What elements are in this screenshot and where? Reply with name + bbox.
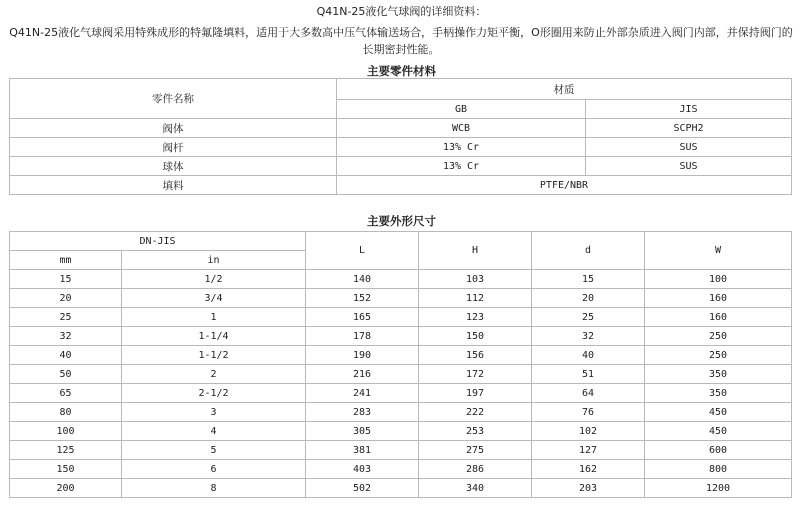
d-value: 127 — [532, 441, 645, 460]
table-row — [10, 422, 792, 441]
mm-value: 40 — [10, 346, 122, 365]
H-value: 156 — [419, 346, 532, 365]
header-gb: GB — [337, 100, 586, 119]
W-value: 600 — [645, 441, 792, 460]
mm-value: 25 — [10, 308, 122, 327]
in-value: 3 — [122, 403, 306, 422]
mm-value: 20 — [10, 289, 122, 308]
materials-heading: 主要零件材料 — [367, 64, 436, 78]
part-name: 球体 — [10, 157, 337, 176]
L-value: 502 — [306, 479, 419, 498]
d-value: 40 — [532, 346, 645, 365]
header-mm: mm — [10, 251, 122, 270]
d-value: 51 — [532, 365, 645, 384]
intro-paragraph: Q41N-25液化气球阀采用特殊成形的特氟隆填料，适用于大多数高中压气体输送场合，手柄操作力矩平衡，O形圈用来防止外部杂质进入阀门内部，并保持阀门的长期密封性能。 — [9, 26, 793, 56]
table-row — [10, 308, 792, 327]
H-value: 340 — [419, 479, 532, 498]
gb-value: WCB — [337, 119, 586, 138]
in-value: 2-1/2 — [122, 384, 306, 403]
mm-value: 100 — [10, 422, 122, 441]
table-row — [10, 157, 792, 176]
H-value: 286 — [419, 460, 532, 479]
H-value: 123 — [419, 308, 532, 327]
table-row — [10, 119, 792, 138]
d-value: 162 — [532, 460, 645, 479]
part-name: 阀杆 — [10, 138, 337, 157]
header-dn-jis: DN-JIS — [10, 232, 306, 251]
mm-value: 65 — [10, 384, 122, 403]
jis-value: SCPH2 — [586, 119, 792, 138]
table-row — [10, 479, 792, 498]
L-value: 241 — [306, 384, 419, 403]
W-value: 450 — [645, 422, 792, 441]
gb-value: 13% Cr — [337, 138, 586, 157]
table-row — [10, 289, 792, 308]
H-value: 103 — [419, 270, 532, 289]
in-value: 1-1/4 — [122, 327, 306, 346]
in-value: 2 — [122, 365, 306, 384]
gb-value: 13% Cr — [337, 157, 586, 176]
d-value: 64 — [532, 384, 645, 403]
W-value: 250 — [645, 327, 792, 346]
table-row — [10, 138, 792, 157]
table-row — [10, 384, 792, 403]
header-d: d — [532, 232, 645, 270]
header-material: 材质 — [337, 79, 792, 100]
header-in: in — [122, 251, 306, 270]
part-name: 阀体 — [10, 119, 337, 138]
H-value: 112 — [419, 289, 532, 308]
jis-value: SUS — [586, 138, 792, 157]
in-value: 3/4 — [122, 289, 306, 308]
H-value: 222 — [419, 403, 532, 422]
d-value: 203 — [532, 479, 645, 498]
mm-value: 32 — [10, 327, 122, 346]
mm-value: 50 — [10, 365, 122, 384]
in-value: 6 — [122, 460, 306, 479]
L-value: 178 — [306, 327, 419, 346]
L-value: 190 — [306, 346, 419, 365]
W-value: 100 — [645, 270, 792, 289]
dimensions-heading: 主要外形尺寸 — [367, 214, 436, 228]
table-row — [10, 270, 792, 289]
mm-value: 125 — [10, 441, 122, 460]
L-value: 283 — [306, 403, 419, 422]
table-row — [10, 441, 792, 460]
L-value: 305 — [306, 422, 419, 441]
in-value: 1-1/2 — [122, 346, 306, 365]
mm-value: 15 — [10, 270, 122, 289]
H-value: 172 — [419, 365, 532, 384]
L-value: 403 — [306, 460, 419, 479]
H-value: 197 — [419, 384, 532, 403]
d-value: 15 — [532, 270, 645, 289]
table-row — [10, 460, 792, 479]
W-value: 350 — [645, 365, 792, 384]
W-value: 1200 — [645, 479, 792, 498]
W-value: 350 — [645, 384, 792, 403]
W-value: 160 — [645, 289, 792, 308]
d-value: 20 — [532, 289, 645, 308]
header-part-name: 零件名称 — [10, 79, 337, 119]
in-value: 5 — [122, 441, 306, 460]
header-H: H — [419, 232, 532, 270]
part-name: 填料 — [10, 176, 337, 195]
H-value: 150 — [419, 327, 532, 346]
d-value: 25 — [532, 308, 645, 327]
table-row — [10, 176, 792, 195]
in-value: 8 — [122, 479, 306, 498]
L-value: 152 — [306, 289, 419, 308]
header-jis: JIS — [586, 100, 792, 119]
table-row — [10, 365, 792, 384]
header-L: L — [306, 232, 419, 270]
L-value: 165 — [306, 308, 419, 327]
L-value: 140 — [306, 270, 419, 289]
mm-value: 200 — [10, 479, 122, 498]
filler-material: PTFE/NBR — [337, 176, 792, 195]
d-value: 76 — [532, 403, 645, 422]
d-value: 102 — [532, 422, 645, 441]
in-value: 1/2 — [122, 270, 306, 289]
W-value: 250 — [645, 346, 792, 365]
header-W: W — [645, 232, 792, 270]
table-row — [10, 327, 792, 346]
dimensions-table — [9, 231, 792, 498]
in-value: 1 — [122, 308, 306, 327]
L-value: 381 — [306, 441, 419, 460]
mm-value: 150 — [10, 460, 122, 479]
d-value: 32 — [532, 327, 645, 346]
in-value: 4 — [122, 422, 306, 441]
table-row — [10, 346, 792, 365]
W-value: 800 — [645, 460, 792, 479]
L-value: 216 — [306, 365, 419, 384]
jis-value: SUS — [586, 157, 792, 176]
materials-table — [9, 78, 792, 195]
H-value: 275 — [419, 441, 532, 460]
W-value: 450 — [645, 403, 792, 422]
table-row — [10, 403, 792, 422]
W-value: 160 — [645, 308, 792, 327]
H-value: 253 — [419, 422, 532, 441]
mm-value: 80 — [10, 403, 122, 422]
page-title: Q41N-25液化气球阀的详细资料： — [316, 5, 487, 18]
